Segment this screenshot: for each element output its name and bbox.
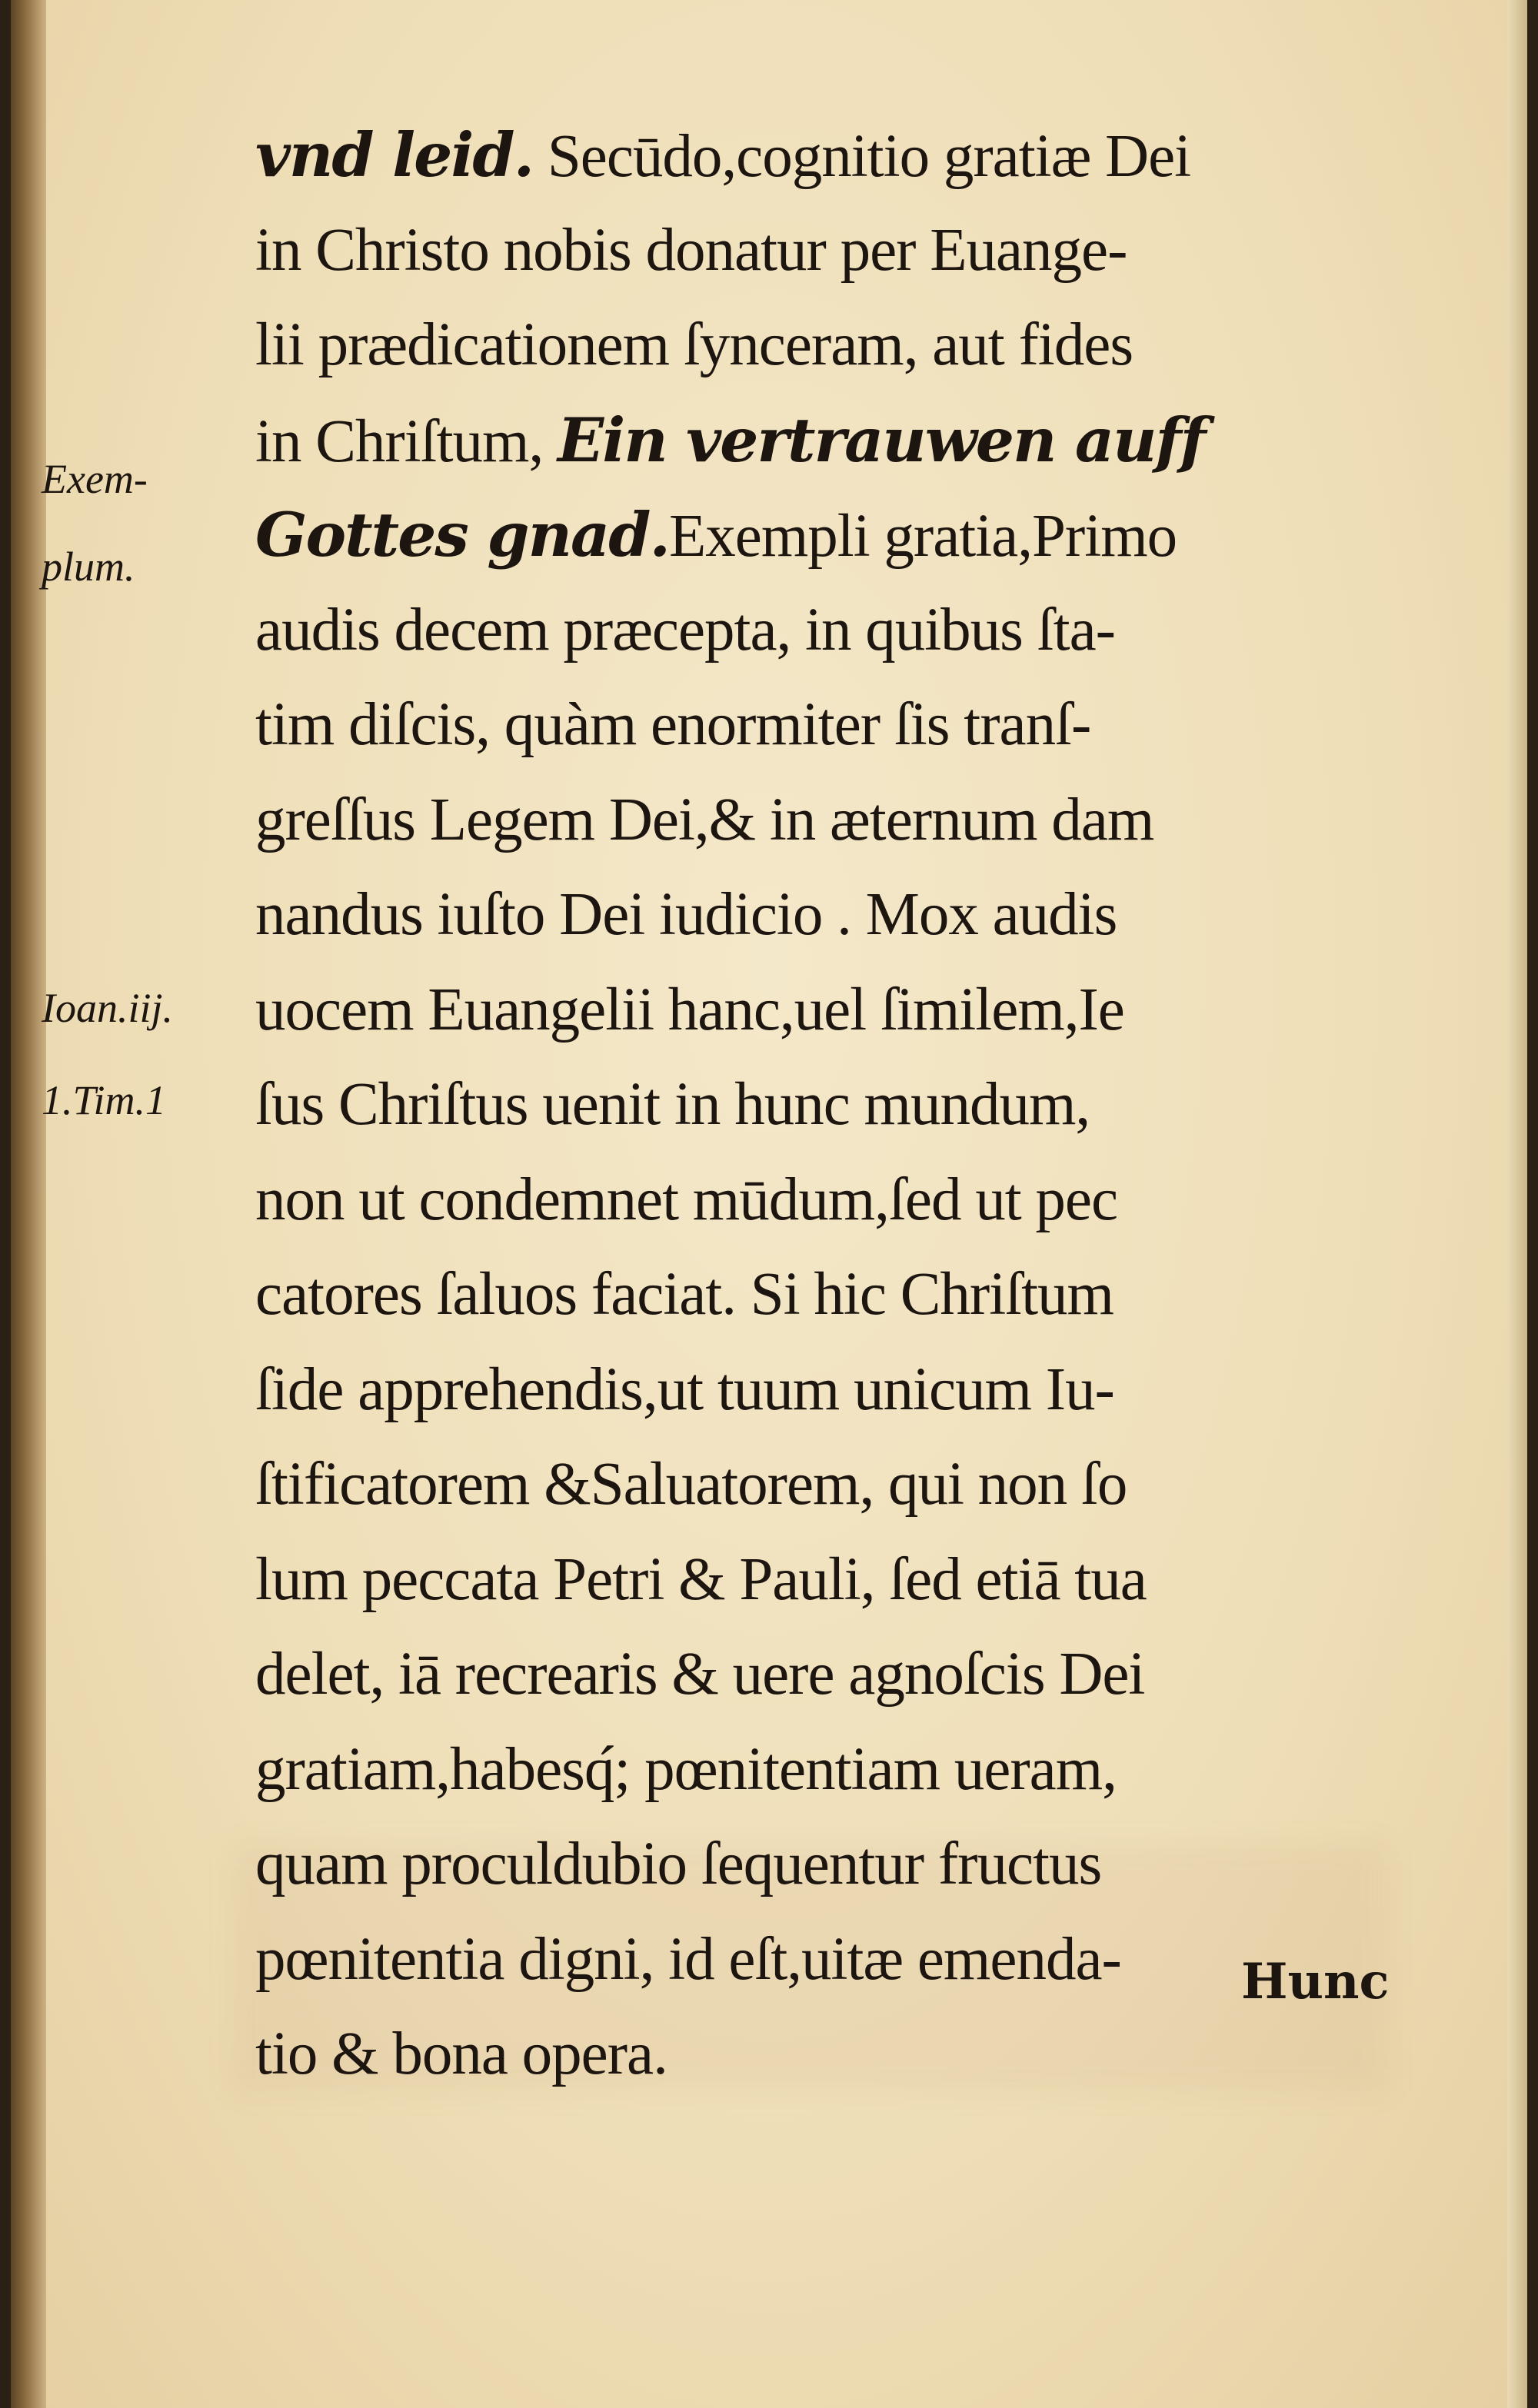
latin-text: in Chriſtum, [255,407,558,475]
text-line [255,1627,1409,1722]
marginal-note-reference-1: Ioan.iij. [42,985,173,1031]
book-page [11,0,1527,2408]
text-line [255,867,1409,963]
latin-text: quam proculdubio ſequentur fructus [255,1831,1102,1897]
latin-text: non ut condemnet mūdum,ſed ut pec [255,1166,1118,1233]
text-line [255,1532,1409,1628]
text-line [255,1247,1409,1342]
marginal-note-reference-2: 1.Tim.1 [42,1077,167,1123]
latin-text: tio & bona opera. [255,2021,667,2087]
text-line [255,108,1409,203]
marginal-note-exemplum-1: Exem- [42,456,148,502]
latin-text: uocem Euangelii hanc,uel ſimilem,Ie [255,976,1124,1043]
text-line [255,1057,1409,1152]
page-edge [1507,0,1527,2408]
fraktur-text: Ein vertrauwen auff [558,404,1205,476]
text-line [255,1437,1409,1532]
latin-text: delet, iā recrearis & uere agnoſcis Dei [255,1641,1145,1708]
latin-text: tim diſcis, quàm enormiter ſis tranſ- [255,691,1091,758]
fraktur-text: Gottes gnad. [255,499,669,570]
latin-text: greſſus Legem Dei,& in æternum dam [255,786,1154,853]
latin-text: pœnitentia digni, id eſt,uitæ emenda- [255,1925,1121,1993]
latin-text: Secūdo,cognitio gratiæ Dei [533,123,1191,190]
latin-text: gratiam,habesq́; pœnitentiam ueram, [255,1735,1117,1803]
marginal-note-exemplum-2: plum. [42,544,135,590]
latin-text: ſide apprehendis,ut tuum unicum Iu- [255,1355,1114,1423]
latin-text: audis decem præcepta, in quibus ſta- [255,596,1115,664]
latin-text: catores ſaluos faciat. Si hic Chriſtum [255,1261,1114,1328]
text-line [255,1342,1409,1438]
latin-text: ſus Chriſtus uenit in hunc mundum, [255,1071,1090,1138]
catchword: Hunc [1241,1953,1390,2011]
text-line [255,963,1409,1058]
text-line [255,1912,1409,2007]
text-line [255,487,1409,583]
latin-text: Exempli gratia,Primo [669,503,1177,570]
text-line [255,773,1409,868]
latin-text: in Christo nobis donatur per Euange- [255,216,1127,284]
text-line [255,203,1409,298]
main-text-block [255,108,1409,2102]
binding-shadow [11,0,46,2408]
fraktur-text: vnd leid. [255,119,534,191]
text-line [255,298,1409,393]
latin-text: lii prædicationem ſynceram, aut fides [255,311,1134,378]
latin-text: ſtificatorem &Saluatorem, qui non ſo [255,1451,1127,1518]
text-line [255,393,1409,488]
latin-text: nandus iuſto Dei iudicio . Mox audis [255,881,1117,948]
latin-text: lum peccata Petri & Pauli, ſed etiā tua [255,1545,1147,1613]
text-line [255,583,1409,678]
text-line [255,2007,1409,2102]
text-line [255,1152,1409,1248]
text-line [255,1817,1409,1912]
text-line [255,1722,1409,1818]
text-line [255,677,1409,773]
